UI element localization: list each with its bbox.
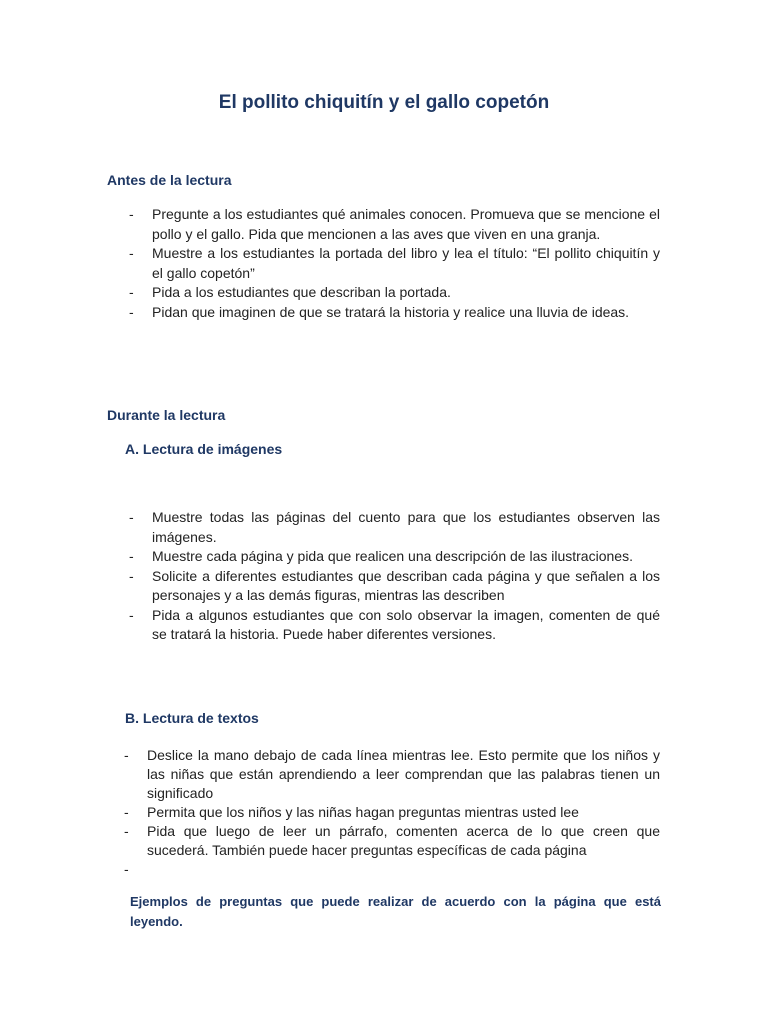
bullet-dash: -: [129, 509, 134, 525]
page-title: El pollito chiquitín y el gallo copetón: [218, 92, 550, 113]
list-item: [129, 606, 660, 645]
heading-lectura-de-imagenes: A. Lectura de imágenes: [125, 441, 283, 457]
bullet-dash: -: [124, 747, 129, 763]
bullet-dash: -: [129, 303, 134, 320]
list-item-text: Pida a algunos estudiantes que con solo observar la imagen, comenten de qué se tratará la historia. Puede haber diferentes versiones.: [152, 606, 660, 642]
list-item: [129, 567, 660, 606]
list-antes: [129, 205, 660, 322]
list-item: [129, 244, 660, 283]
list-item-text: Solicite a diferentes estudiantes que describan cada página y que señalen a los personajes y a las demás figuras, mientras las describen: [152, 567, 660, 603]
list-item-text: Pida a los estudiantes que describan la portada.: [152, 284, 451, 300]
list-item: [124, 860, 660, 879]
list-item-text: Pidan que imaginen de que se tratará la historia y realice una lluvia de ideas.: [152, 303, 630, 320]
list-item: [129, 303, 660, 323]
bullet-dash: -: [129, 606, 134, 623]
list-item: [129, 205, 660, 244]
bullet-dash: -: [129, 284, 134, 300]
bullet-dash: -: [129, 245, 134, 261]
list-item-text: Pregunte a los estudiantes qué animales conocen. Promueva que se mencione el pollo y el gallo. Pida que mencionen a las aves que viven en una granja.: [152, 206, 660, 242]
bullet-dash: -: [129, 548, 134, 564]
list-item-text: Muestre a los estudiantes la portada del libro y lea el título: “El pollito chiquitín y el gallo copetón”: [152, 245, 660, 281]
bullet-dash: -: [124, 804, 129, 820]
list-item: [129, 547, 660, 567]
bullet-dash: -: [124, 823, 129, 839]
list-item-text: Pida que luego de leer un párrafo, comenten acerca de lo que creen que sucederá. También puede hacer preguntas específicas de cada página: [147, 823, 660, 858]
list-item: [124, 822, 660, 860]
list-item: [129, 283, 660, 303]
list-item-text: Deslice la mano debajo de cada línea mientras lee. Esto permite que los niños y las niñas que están aprendiendo a leer comprendan que las palabras tienen un significado: [147, 747, 660, 801]
list-item-text: Permita que los niños y las niñas hagan preguntas mientras usted lee: [147, 804, 579, 820]
examples-callout: Ejemplos de preguntas que puede realizar de acuerdo con la página que está leyendo.: [130, 894, 661, 929]
bullet-dash: -: [129, 206, 134, 222]
heading-antes-de-la-lectura: Antes de la lectura: [107, 172, 232, 188]
list-lectura-de-imagenes: [129, 508, 660, 645]
bullet-dash: -: [124, 861, 129, 877]
list-item: [124, 803, 660, 822]
list-item: [129, 508, 660, 547]
list-item-text: Muestre cada página y pida que realicen una descripción de las ilustraciones.: [152, 548, 633, 564]
list-lectura-de-textos: [124, 746, 660, 879]
list-item: [124, 746, 660, 803]
heading-durante-la-lectura: Durante la lectura: [107, 407, 226, 423]
list-item-text: Muestre todas las páginas del cuento para que los estudiantes observen las imágenes.: [152, 509, 660, 545]
bullet-dash: -: [129, 567, 134, 584]
heading-lectura-de-textos: B. Lectura de textos: [125, 710, 259, 726]
